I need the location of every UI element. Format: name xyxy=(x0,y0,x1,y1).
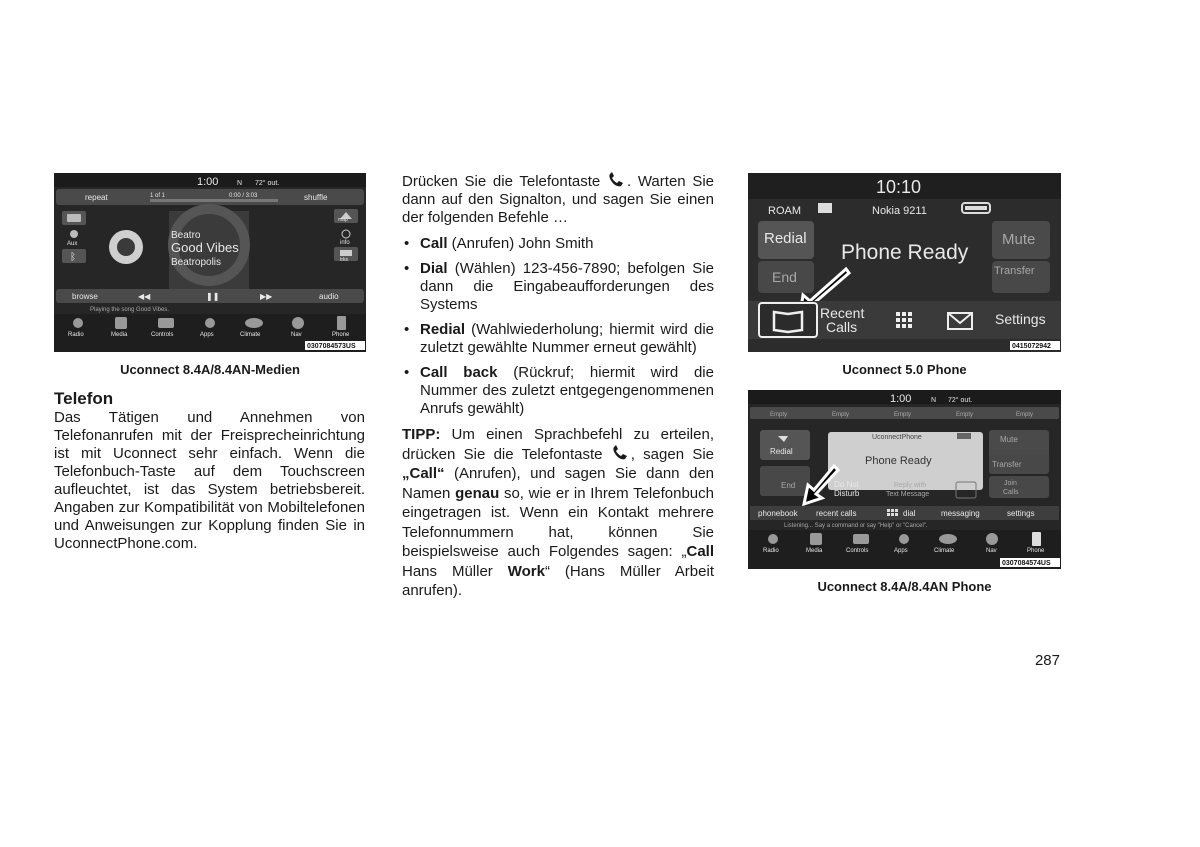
mute-button[interactable]: Mute xyxy=(1000,435,1018,444)
mute-button[interactable]: Mute xyxy=(1002,231,1036,248)
join-calls-line2[interactable]: Calls xyxy=(1003,489,1019,496)
phone-icon[interactable] xyxy=(1032,532,1041,546)
previous-icon[interactable]: ◀◀ xyxy=(138,292,151,301)
recent-calls-line2[interactable]: Calls xyxy=(826,319,858,335)
temperature-text: 72° out. xyxy=(255,180,280,187)
middle-column xyxy=(402,172,714,601)
listening-status: Listening... Say a command or say "Help" or "Cancel". xyxy=(784,523,928,529)
tab-recent-calls[interactable]: recent calls xyxy=(816,509,857,518)
tab-phonebook[interactable]: phonebook xyxy=(758,509,798,518)
song-title: Good Vibes xyxy=(171,240,239,255)
apps-icon[interactable] xyxy=(205,318,215,328)
track-count: 1 of 1 xyxy=(150,193,166,199)
figure-code: 0415072942 xyxy=(1012,343,1051,350)
nav-phone: Phone xyxy=(332,332,350,338)
reply-line2[interactable]: Text Message xyxy=(886,491,930,498)
info-label: info xyxy=(340,240,350,246)
list-item: • Call back (Rückruf; hiermit wird die Nummer des zuletzt entgegengenommenen Anrufs gewählt) xyxy=(402,364,714,418)
nav-nav: Nav xyxy=(291,332,302,338)
nav-media: Media xyxy=(111,332,128,338)
usb-icon[interactable] xyxy=(67,214,81,222)
controls-icon[interactable] xyxy=(853,534,869,544)
end-button[interactable]: End xyxy=(781,481,796,490)
figure-caption-phone-5: Uconnect 5.0 Phone xyxy=(842,362,967,377)
tab-messaging[interactable]: messaging xyxy=(941,509,980,518)
clock-text: 1:00 xyxy=(197,176,219,188)
nav-apps: Apps xyxy=(200,332,214,338)
list-item: • Call (Anrufen) John Smith xyxy=(402,235,714,253)
radio-icon[interactable] xyxy=(768,534,778,544)
settings-button[interactable]: Settings xyxy=(995,311,1046,327)
compass-text: N xyxy=(931,397,937,404)
nav-phone: Phone xyxy=(1027,548,1045,554)
nav-nav: Nav xyxy=(986,548,997,554)
dnd-line2[interactable]: Disturb xyxy=(834,489,860,498)
status-line: Playing the song Good Vibes. xyxy=(90,307,169,313)
compass-text: N xyxy=(237,180,243,187)
tracks-label: trks xyxy=(340,257,349,263)
climate-icon[interactable] xyxy=(245,318,263,328)
climate-icon[interactable] xyxy=(939,534,957,544)
list-item: • Redial (Wahlwiederholung; hiermit wird die zuletzt gewählte Nummer erneut gewählt) xyxy=(402,321,714,357)
dialpad-icon[interactable] xyxy=(896,312,912,328)
phone-icon[interactable] xyxy=(337,316,346,330)
favorite-slot[interactable]: Empty xyxy=(770,412,788,418)
media-screen-figure xyxy=(54,173,366,352)
apps-icon[interactable] xyxy=(899,534,909,544)
phone-icon xyxy=(607,172,627,188)
join-calls-line1[interactable]: Join xyxy=(1004,480,1017,487)
phone-status: Phone Ready xyxy=(865,455,932,467)
nav-icon[interactable] xyxy=(986,533,998,545)
phone-status: Phone Ready xyxy=(841,241,969,264)
media-icon[interactable] xyxy=(810,533,822,545)
nav-radio: Radio xyxy=(763,548,779,554)
repeat-button[interactable]: repeat xyxy=(85,193,108,202)
phone-screen-5-figure xyxy=(748,173,1061,352)
map-label: map xyxy=(338,217,348,223)
signal-icon xyxy=(957,433,971,439)
aux-label: Aux xyxy=(67,241,78,247)
carrier-text: Nokia 9211 xyxy=(872,205,927,217)
intro-paragraph: Drücken Sie die Telefontaste . Warten Sie dann auf den Signalton, und sagen Sie einen der folgenden Befehle … xyxy=(402,173,714,226)
aux-icon[interactable] xyxy=(70,230,78,238)
dnd-line1[interactable]: Do Not xyxy=(834,480,859,489)
nav-climate: Climate xyxy=(934,548,955,554)
audio-button[interactable]: audio xyxy=(319,292,339,301)
tab-settings[interactable]: settings xyxy=(1007,509,1035,518)
shuffle-button[interactable]: shuffle xyxy=(304,193,328,202)
nav-apps: Apps xyxy=(894,548,908,554)
tip-paragraph: TIPP: Um einen Sprachbefehl zu erteilen, drücken Sie die Telefontaste , sagen Sie „Call“ (Anrufen), und sagen Sie dann den Namen genau so, wie er in Ihrem Telefonbuch eingetragen ist. Wenn ein Kontakt mehrere Telefonnummern hat, können Sie beispielsweise auch Folgendes sagen: „Call Hans Müller Work“ (Hans Müller Arbeit anrufen). xyxy=(402,426,714,599)
recent-calls-line1[interactable]: Recent xyxy=(820,305,865,321)
end-button[interactable]: End xyxy=(772,269,797,285)
browse-button[interactable]: browse xyxy=(72,292,98,301)
nav-climate: Climate xyxy=(240,332,261,338)
phone-icon xyxy=(611,445,631,461)
figure-caption-media: Uconnect 8.4A/8.4AN-Medien xyxy=(120,362,300,377)
favorite-slot[interactable]: Empty xyxy=(832,412,850,418)
nav-controls: Controls xyxy=(846,548,869,554)
list-item: • Dial (Wählen) 123-456-7890; befolgen Sie dann die Eingabeaufforderungen des Systems xyxy=(402,260,714,314)
nav-radio: Radio xyxy=(68,332,84,338)
phone-name: UconnectPhone xyxy=(872,434,922,441)
temperature-text: 72° out. xyxy=(948,397,973,404)
nav-controls: Controls xyxy=(151,332,174,338)
tab-dial[interactable]: dial xyxy=(903,509,916,518)
reply-line1[interactable]: Reply with xyxy=(894,482,927,489)
next-icon[interactable]: ▶▶ xyxy=(260,292,273,301)
tracks-icon[interactable] xyxy=(340,250,352,256)
page-number: 287 xyxy=(1034,652,1060,669)
nav-icon[interactable] xyxy=(292,317,304,329)
album-name: Beatropolis xyxy=(171,257,222,268)
section-heading: Telefon xyxy=(54,389,114,408)
redial-button[interactable]: Redial xyxy=(770,447,793,456)
transfer-button[interactable]: Transfer xyxy=(992,460,1022,469)
favorite-slot[interactable]: Empty xyxy=(956,412,974,418)
nav-media: Media xyxy=(806,548,823,554)
controls-icon[interactable] xyxy=(158,318,174,328)
redial-button[interactable]: Redial xyxy=(764,230,807,247)
favorite-slot[interactable]: Empty xyxy=(1016,412,1034,418)
clock-text: 1:00 xyxy=(890,393,912,405)
transfer-button[interactable]: Transfer xyxy=(994,265,1035,277)
artist-name: Beatro xyxy=(171,230,201,241)
phone-screen-84-figure xyxy=(748,390,1061,569)
track-time: 0:00 / 3:03 xyxy=(229,193,258,199)
figure-code: 0307084573US xyxy=(307,343,356,350)
pause-icon[interactable]: ❚❚ xyxy=(206,292,220,301)
signal-icon xyxy=(818,203,832,213)
section-body: Das Tätigen und Annehmen von Telefonanrufen mit der Freisprecheinrichtung ist mit Uconnect sehr einfach. Wenn die Telefonbuch-Taste auf dem Touchscreen aufleuchtet, ist das System betriebsbereit. Angaben zur Kompatibilität von Mobiltelefonen und Anweisungen zur Kopplung finden Sie in UconnectPhone.com. xyxy=(54,409,365,552)
figure-caption-phone-84: Uconnect 8.4A/8.4AN Phone xyxy=(817,579,992,594)
radio-icon[interactable] xyxy=(73,318,83,328)
command-list xyxy=(402,235,714,418)
figure-code: 0307084574US xyxy=(1002,560,1051,567)
media-icon[interactable] xyxy=(115,317,127,329)
favorite-slot[interactable]: Empty xyxy=(894,412,912,418)
roam-text: ROAM xyxy=(768,205,801,217)
bluetooth-icon[interactable]: ᛒ xyxy=(70,252,76,263)
clock-text: 10:10 xyxy=(876,177,922,197)
